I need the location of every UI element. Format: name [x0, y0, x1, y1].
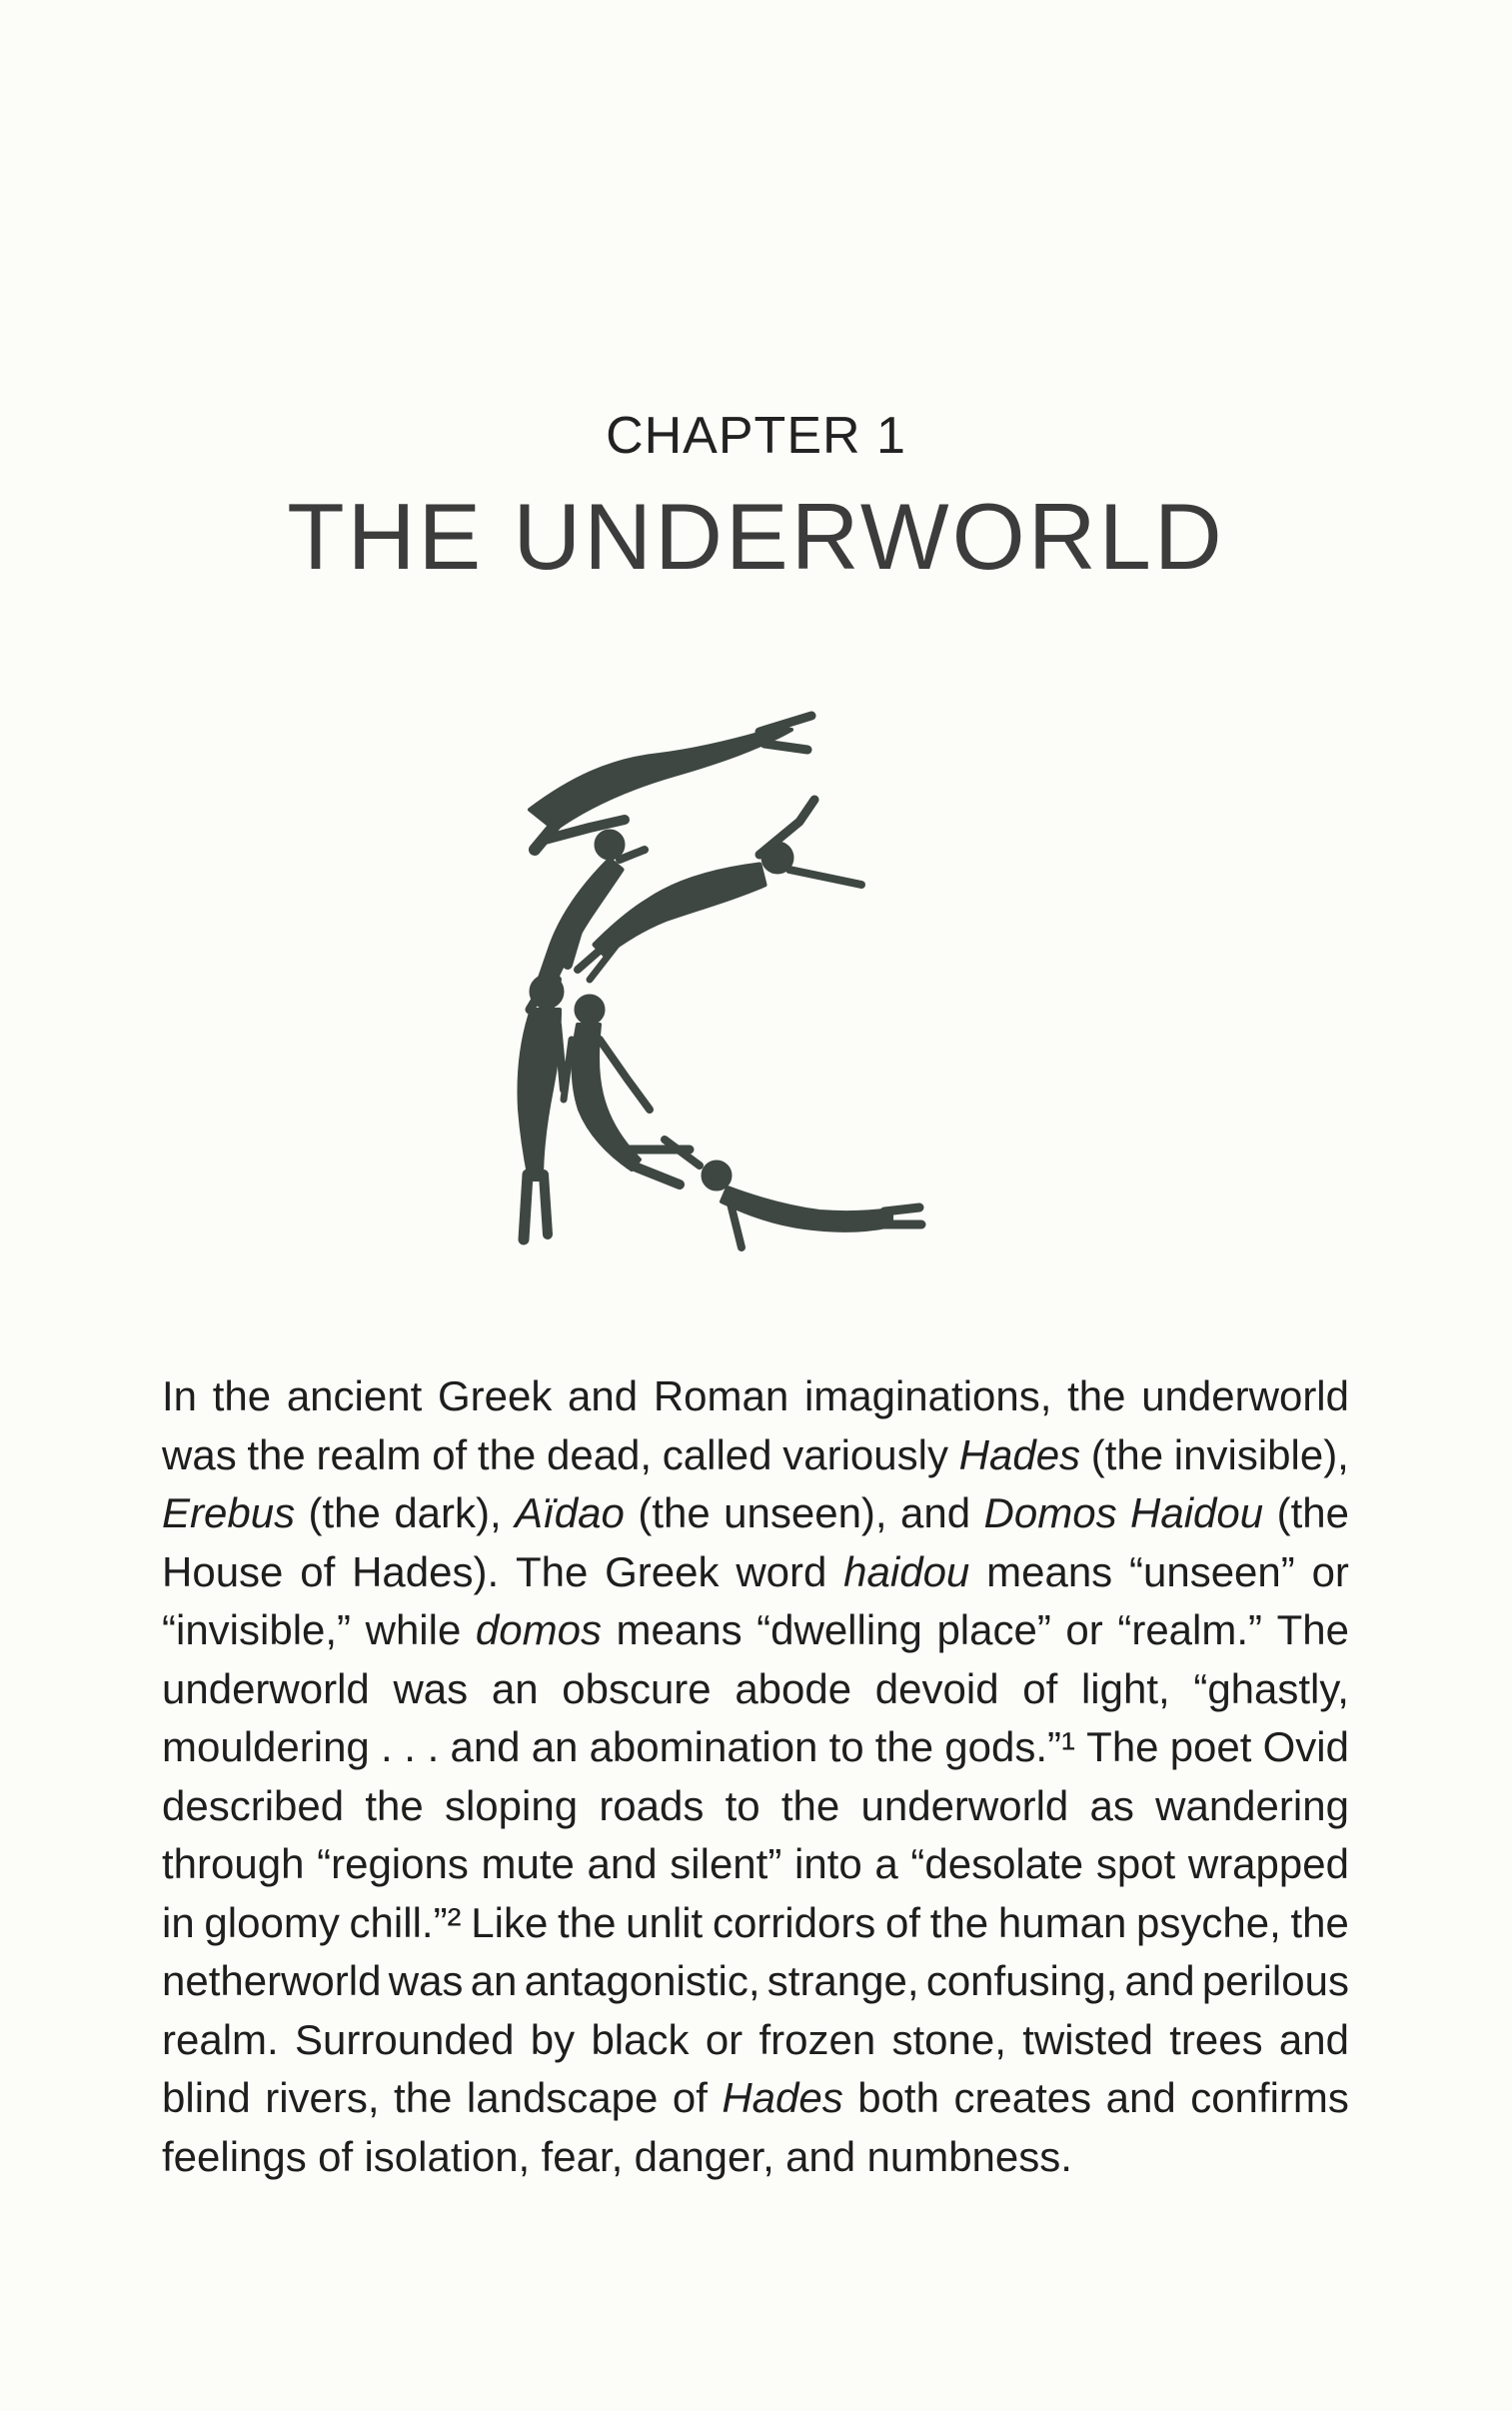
figure-standing-left: [520, 975, 565, 1239]
word: the: [394, 2074, 453, 2121]
word: and: [1124, 1957, 1195, 2004]
word: the: [780, 1781, 840, 1829]
figure-bottom-fly: [665, 1140, 921, 1247]
word: underworld: [162, 1664, 370, 1712]
word: in: [162, 1898, 195, 1946]
text-line: [162, 1718, 1349, 1777]
word: of: [318, 2132, 354, 2180]
word: landscape: [466, 2074, 659, 2121]
word: Domos: [983, 1489, 1117, 1536]
word: an: [491, 1664, 539, 1712]
word: an: [531, 1723, 579, 1770]
word: silent”: [670, 1840, 782, 1887]
word: Like: [471, 1898, 549, 1946]
word: fear,: [541, 2132, 624, 2180]
word: “ghastly,: [1193, 1664, 1349, 1712]
word: blind: [162, 2074, 251, 2121]
word: the: [212, 1372, 272, 1419]
word: “regions: [317, 1840, 469, 1887]
word: and: [1105, 2074, 1176, 2121]
word: of: [672, 2074, 708, 2121]
word: ancient: [286, 1372, 423, 1419]
word: the: [929, 1898, 989, 1946]
word: spot: [1095, 1840, 1176, 1887]
word: of: [300, 1547, 336, 1595]
word: The: [1086, 1723, 1159, 1770]
word: (the: [308, 1489, 381, 1536]
word: unseen),: [724, 1489, 887, 1536]
word: “invisible,”: [162, 1606, 352, 1653]
word: realm.: [162, 2015, 279, 2063]
word: human: [997, 1898, 1127, 1946]
word: twisted: [1022, 2015, 1153, 2063]
word: gloomy: [204, 1898, 340, 1946]
word: of: [1022, 1664, 1058, 1712]
word: chill.”²: [349, 1898, 462, 1946]
word: wandering: [1155, 1781, 1349, 1829]
word: rivers,: [265, 2074, 380, 2121]
word: of: [432, 1430, 468, 1478]
word: sloping: [444, 1781, 579, 1829]
text-line: [162, 1660, 1349, 1719]
word: Greek: [437, 1372, 553, 1419]
word: described: [162, 1781, 345, 1829]
word: by: [530, 2015, 576, 2063]
text-line: [162, 1894, 1349, 1953]
word: domos: [475, 1606, 602, 1653]
word: (the: [1090, 1430, 1164, 1478]
word: danger,: [634, 2132, 774, 2180]
text-line: [162, 2128, 1349, 2187]
word: The: [515, 1547, 589, 1595]
word: confusing,: [925, 1957, 1118, 2004]
word: Ovid: [1262, 1723, 1349, 1770]
word: numbness.: [866, 2132, 1072, 2180]
word: dark),: [394, 1489, 502, 1536]
text-line: [162, 2069, 1349, 2128]
word: abomination: [589, 1723, 818, 1770]
word: or: [1311, 1547, 1349, 1595]
word: and: [587, 1840, 658, 1887]
word: perilous: [1201, 1957, 1349, 2004]
word: “dwelling: [756, 1606, 922, 1653]
word: wrapped: [1187, 1840, 1349, 1887]
text-line: [162, 1835, 1349, 1894]
word: “desolate: [910, 1840, 1084, 1887]
word: black: [591, 2015, 690, 2063]
word: underworld: [860, 1781, 1069, 1829]
word: light,: [1080, 1664, 1170, 1712]
word: corridors: [712, 1898, 876, 1946]
word: House: [162, 1547, 284, 1595]
word: “realm.”: [1117, 1606, 1263, 1653]
word: Haidou: [1130, 1489, 1264, 1536]
text-line: [162, 1543, 1349, 1602]
text-line: [162, 2011, 1349, 2070]
word: “unseen”: [1128, 1547, 1295, 1595]
word: confirms: [1190, 2074, 1349, 2121]
word: and: [568, 1372, 639, 1419]
word: an: [470, 1957, 518, 2004]
word: Surrounded: [295, 2015, 515, 2063]
word: Hades: [958, 1430, 1081, 1478]
word: psyche,: [1136, 1898, 1281, 1946]
word: stone,: [891, 2015, 1006, 2063]
word: (the: [1276, 1489, 1349, 1536]
word: the: [874, 1723, 934, 1770]
word: and: [900, 1489, 971, 1536]
word: while: [365, 1606, 462, 1653]
word: place”: [936, 1606, 1051, 1653]
word: realm: [316, 1430, 422, 1478]
word: haidou: [843, 1547, 970, 1595]
word: Aïdao: [515, 1489, 625, 1536]
word: word: [736, 1547, 827, 1595]
word: (the: [638, 1489, 711, 1536]
word: netherworld: [162, 1957, 382, 2004]
word: . . .: [380, 1723, 440, 1770]
text-line: [162, 1952, 1349, 2011]
word: was: [388, 1957, 464, 2004]
text-line: [162, 1484, 1349, 1543]
word: creates: [953, 2074, 1092, 2121]
word: was: [162, 1430, 237, 1478]
word: the: [1290, 1898, 1349, 1946]
word: called: [662, 1430, 772, 1478]
word: through: [162, 1840, 305, 1887]
word: gods.”¹: [944, 1723, 1076, 1770]
word: devoid: [874, 1664, 999, 1712]
word: imaginations,: [803, 1372, 1052, 1419]
word: dead,: [546, 1430, 653, 1478]
text-line: [162, 1601, 1349, 1660]
word: In: [162, 1372, 198, 1419]
word: means: [616, 1606, 743, 1653]
word: a: [874, 1840, 898, 1887]
word: Roman: [653, 1372, 789, 1419]
text-line: [162, 1367, 1349, 1426]
word: the: [247, 1430, 306, 1478]
word: or: [705, 2015, 744, 2063]
word: Hades).: [352, 1547, 500, 1595]
word: both: [857, 2074, 939, 2121]
word: Greek: [605, 1547, 720, 1595]
word: mouldering: [162, 1723, 370, 1770]
word: The: [1276, 1606, 1349, 1653]
body-paragraph: [162, 1367, 1349, 2186]
word: and: [785, 2132, 856, 2180]
word: of: [885, 1898, 921, 1946]
word: the: [365, 1781, 424, 1829]
word: underworld: [1141, 1372, 1349, 1419]
word: as: [1089, 1781, 1134, 1829]
word: into: [793, 1840, 862, 1887]
word: roads: [599, 1781, 705, 1829]
word: the: [477, 1430, 537, 1478]
word: trees: [1169, 2015, 1263, 2063]
word: means: [986, 1547, 1113, 1595]
word: the: [1067, 1372, 1126, 1419]
word: feelings: [162, 2132, 307, 2180]
word: or: [1065, 1606, 1103, 1653]
figure-leaning: [564, 995, 690, 1185]
word: mute: [481, 1840, 575, 1887]
text-line: [162, 1426, 1349, 1485]
text-line: [162, 1777, 1349, 1836]
word: Hades: [722, 2074, 843, 2121]
chapter-number: CHAPTER 1: [606, 407, 906, 465]
word: and: [450, 1723, 521, 1770]
figure-top-arc: [530, 716, 811, 850]
word: the: [558, 1898, 617, 1946]
word: to: [725, 1781, 760, 1829]
chapter-title: THE UNDERWORLD: [287, 484, 1225, 589]
word: isolation,: [364, 2132, 531, 2180]
word: invisible),: [1173, 1430, 1349, 1478]
figure-middle-fly: [578, 800, 861, 980]
word: to: [828, 1723, 864, 1770]
word: and: [1278, 2015, 1349, 2063]
word: abode: [735, 1664, 852, 1712]
word: variously: [782, 1430, 948, 1478]
falling-figures-silhouette-icon: [460, 680, 979, 1279]
word: poet: [1169, 1723, 1252, 1770]
word: Erebus: [162, 1489, 296, 1536]
word: obscure: [562, 1664, 712, 1712]
word: unlit: [626, 1898, 704, 1946]
word: frozen: [758, 2015, 876, 2063]
word: strange,: [766, 1957, 919, 2004]
word: was: [393, 1664, 469, 1712]
word: antagonistic,: [524, 1957, 760, 2004]
